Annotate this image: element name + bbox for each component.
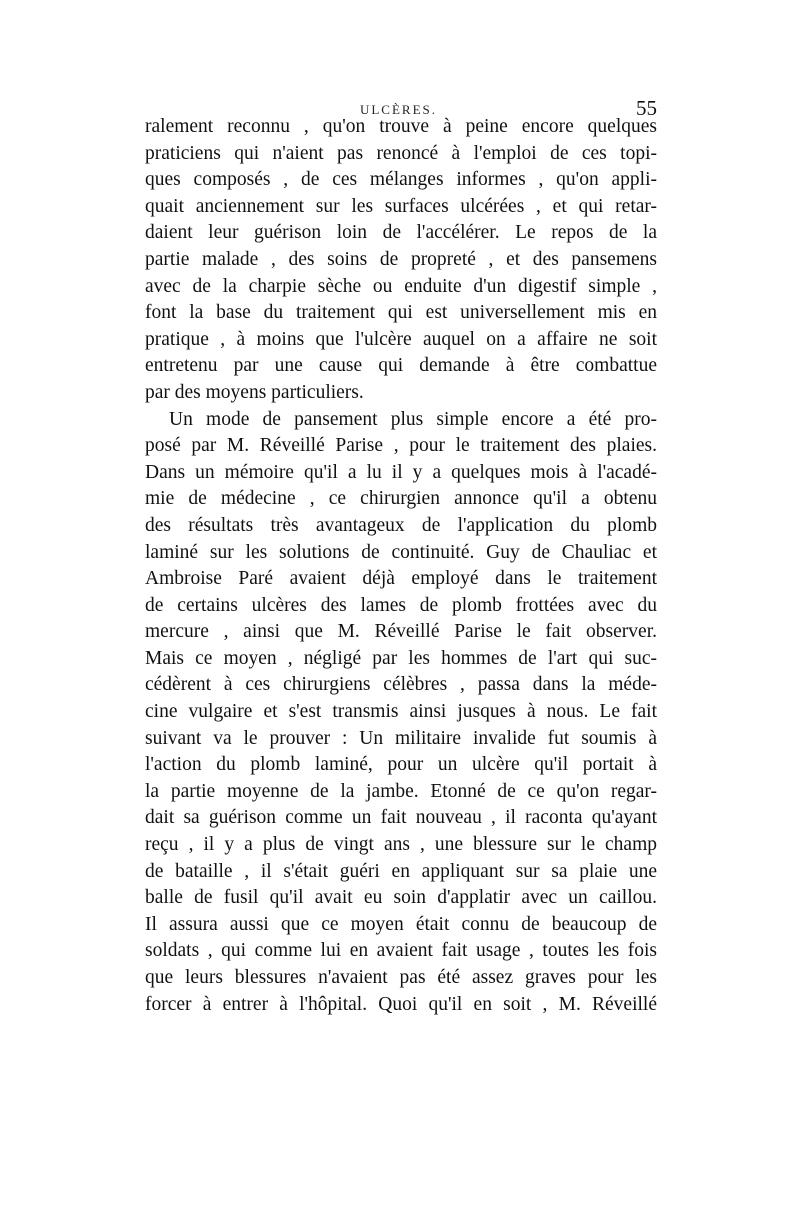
text-line: cédèrent à ces chirurgiens célèbres , passa dans la méde- xyxy=(145,674,657,696)
text-line: mercure , ainsi que M. Réveillé Parise le fait observer. xyxy=(145,621,657,643)
text-line: Un mode de pansement plus simple encore a été pro- xyxy=(169,408,657,430)
body-text xyxy=(145,114,657,1018)
text-line: daient leur guérison loin de l'accélérer. Le repos de la xyxy=(145,222,657,244)
text-line: Mais ce moyen , négligé par les hommes de l'art qui suc- xyxy=(145,647,657,669)
text-line: balle de fusil qu'il avait eu soin d'applatir avec un caillou. xyxy=(145,887,657,909)
text-line: reçu , il y a plus de vingt ans , une blessure sur le champ xyxy=(145,834,657,856)
text-line: quait anciennement sur les surfaces ulcérées , et qui retar- xyxy=(145,195,657,217)
text-line: cine vulgaire et s'est transmis ainsi jusques à nous. Le fait xyxy=(145,701,657,723)
text-line: Dans un mémoire qu'il a lu il y a quelques mois à l'acadé- xyxy=(145,461,657,483)
text-line: soldats , qui comme lui en avaient fait usage , toutes les fois xyxy=(145,940,657,962)
text-line: entretenu par une cause qui demande à être combattue xyxy=(145,355,657,377)
text-line: mie de médecine , ce chirurgien annonce qu'il a obtenu xyxy=(145,488,657,510)
text-line: suivant va le prouver : Un militaire invalide fut soumis à xyxy=(145,727,657,749)
text-line: posé par M. Réveillé Parise , pour le traitement des plaies. xyxy=(145,435,657,457)
text-line: par des moyens particuliers. xyxy=(145,381,364,403)
text-line: praticiens qui n'aient pas renoncé à l'emploi de ces topi- xyxy=(145,142,657,164)
text-line: de bataille , il s'était guéri en appliquant sur sa plaie une xyxy=(145,860,657,882)
text-line: Ambroise Paré avaient déjà employé dans le traitement xyxy=(145,568,657,590)
page-number: 55 xyxy=(636,96,657,120)
text-line: Il assura aussi que ce moyen était connu de beaucoup de xyxy=(145,913,657,935)
text-line: l'action du plomb laminé, pour un ulcère qu'il portait à xyxy=(145,754,657,776)
text-line: des résultats très avantageux de l'application du plomb xyxy=(145,514,657,536)
text-line: dait sa guérison comme un fait nouveau , il raconta qu'ayant xyxy=(145,807,657,829)
text-line: de certains ulcères des lames de plomb frottées avec du xyxy=(145,594,657,616)
running-title: ULCÈRES. xyxy=(359,102,438,117)
text-line: font la base du traitement qui est universellement mis en xyxy=(145,302,657,324)
text-line: pratique , à moins que l'ulcère auquel on a affaire ne soit xyxy=(145,328,657,350)
text-line: ques composés , de ces mélanges informes , qu'on appli- xyxy=(145,169,657,191)
text-line: que leurs blessures n'avaient pas été assez graves pour les xyxy=(145,967,657,988)
text-line: ralement reconnu , qu'on trouve à peine encore quelques xyxy=(145,116,657,137)
text-line: avec de la charpie sèche ou enduite d'un digestif simple , xyxy=(145,275,657,297)
text-line: laminé sur les solutions de continuité. Guy de Chauliac et xyxy=(145,541,657,563)
text-line: partie malade , des soins de propreté , et des pansemens xyxy=(145,248,657,270)
text-line: forcer à entrer à l'hôpital. Quoi qu'il en soit , M. Réveillé xyxy=(145,993,657,1015)
text-line: la partie moyenne de la jambe. Etonné de ce qu'on regar- xyxy=(145,780,657,802)
